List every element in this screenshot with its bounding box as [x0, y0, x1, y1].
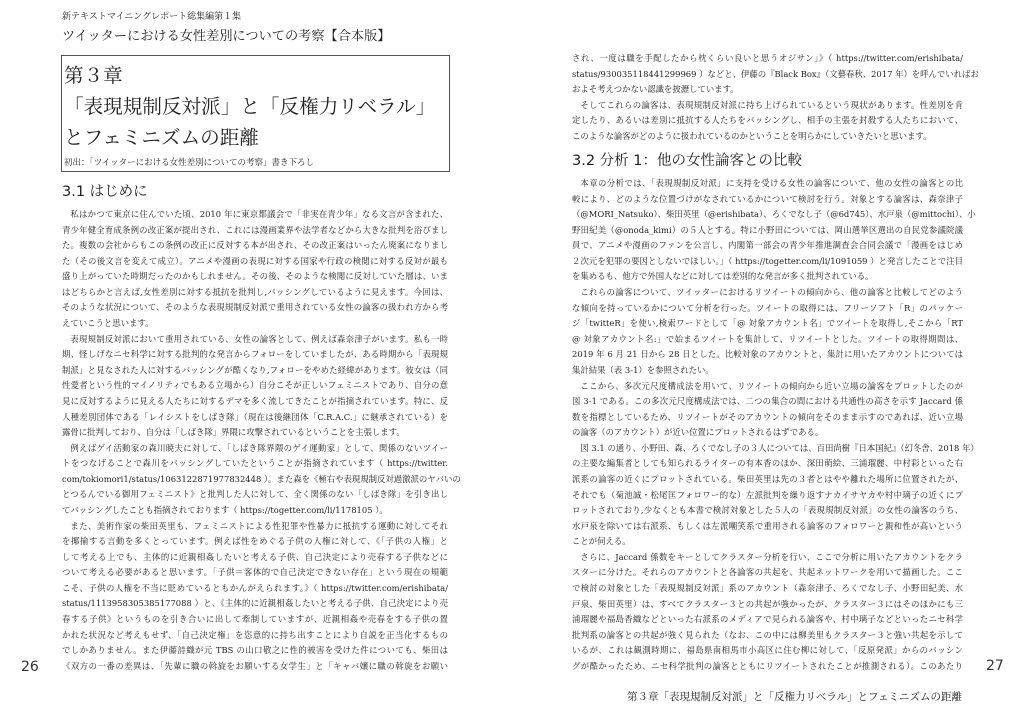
text-line: @ 対象アカウント名:」で始まるツイートを集計して、リツイートとした。ツイートの取得期間は、 [572, 333, 963, 344]
text-line: そしてこれらの論客は、表現規制反対派に持ち上げられているという現状があります。性差別を肯 [580, 99, 963, 110]
paragraph [62, 519, 448, 675]
paragraph [62, 441, 461, 519]
text-line: 野田紀美（@onoda_kimi）の５人とする。特に小野田については、岡山選挙区選出の自民党参議院議 [572, 224, 963, 235]
text-line: それでも（菊池誠・松尾匡フォロワー的な）左派批判を繰り返すナカイサヤカや村中璃子の近くにプ [572, 489, 963, 500]
text-line: され、一度は職を手配したから枕くらい良いと思うオジサン」》（ https://twitter.com/erishibata/ [572, 53, 963, 63]
chapter-title-line-2: とフェミニズムの距離 [64, 126, 259, 149]
text-line: ロットされており,少なくとも本書で検討対象とした５人の「表現規制反対派」の女性の論客のうち、 [572, 505, 963, 516]
text-line: （@MORI_Natsuko）、柴田英里（@erishibata）、ろくでなし子（@6d745）、水戸泉（@mittochi）、小 [572, 209, 976, 220]
text-line: スターに分けた。それらのアカウントと各論客の共起を、共起ネットワークを用いて描画した。ここ [572, 567, 963, 578]
paragraph [62, 207, 448, 332]
series-title: 新テキストマイニングレポート総集編第１集 [62, 12, 242, 22]
text-line: はどちらかと言えば,女性差別に対する抵抗を批判し,バッシングしているように見えます。今回は、 [62, 286, 448, 297]
text-line: を集めるも、他方で外国人などに対しては差別的な発言が多く批判されている。 [572, 271, 874, 282]
text-line: た。複数の会社からもこの条例の改正に反対する本が出され、その改正案はいったん廃案になりまし [62, 240, 448, 251]
text-line: た（その後文言を変えて成立）。アニメや漫画の表現に対する国家や行政の検閲に対する反対が最も [62, 255, 448, 266]
text-line: また、美術作家の柴田英里も、フェミニストによる性犯罪や性暴力に抵抗する運動に対してそれ [70, 520, 448, 531]
paragraph [62, 332, 448, 441]
text-line: 定したり、あるいは差別に抵抗する人たちをバッシングし、相手の主張を封殺する人たちにおいて、 [572, 115, 963, 126]
text-line: 較により、どのような位置づけがなされているかについて検討を行う。対象とする論客は、森奈津子 [572, 193, 963, 204]
text-line: とつるんでいる御用フェミニスト》と批判した人に対して、全く関係のない「しばき隊」を引き出し [62, 489, 448, 500]
text-line: 春する子供》というものを引き合いに出して牽制していますが、近親相姦や売春をする子供の置 [62, 614, 448, 625]
chapter-title-line-1: 「表現規制反対派」と「反権力リベラル」 [64, 95, 436, 118]
text-line: 盛り上がっていた時期だったのかもしれません。その後、そのような検閲に反対していた層は、いま [62, 271, 448, 282]
text-line: 見に反対するように見える人たちに対するデマを多く流してきたことが指摘されています。特に、反 [62, 395, 448, 406]
section-heading-3-2: 3.2 分析 1：他の女性論客との比較 [572, 153, 803, 169]
text-line: そのような状況について、そのような表現規制反対派で重用されている女性の論客の扱われ方から考 [62, 302, 448, 313]
text-line: status/1113958305385177088 ）と、《主体的に近親相姦したいと考える子供、自己決定により売 [62, 598, 448, 609]
paragraph [572, 285, 963, 378]
text-line: して考える上でも、主体的に近親相姦したいと考える子供、自己決定により売春する子供などに [62, 551, 448, 562]
text-line: 例えばゲイ活動家の森川暁夫に対して、「しばき隊界隈のゲイ運動家」として、関係のないツイー [70, 442, 448, 453]
text-line: でしかありません。また伊藤詩織が元 TBS の山口敬之に性的被害を受けた件についても、柴田は [62, 645, 448, 656]
text-line: 図 3.1 の通り、小野田、森、ろくでなし子の３人については、百田尚樹『日本国紀』（幻冬舎、2018 年） [580, 442, 979, 453]
text-line: status/930035118441299969 ）などと、伊藤の『Black Box』（文藝春秋、2017 年）を呼んでいればお [572, 68, 979, 79]
right-body-text [572, 176, 979, 675]
text-line: グが酷かったため、ニセ科学批判の論客とともにリツイートされたことが推測される）。このあたり [572, 660, 963, 671]
text-line: 戸泉、柴田英里）は、すべてクラスター３との共起が強かったが、クラスター３にはそのほかにも三 [572, 598, 963, 609]
book-title: ツイッターにおける女性差別についての考察【合本版】 [62, 29, 391, 44]
paragraph [572, 550, 963, 675]
page-number-left: 26 [21, 659, 39, 675]
text-line: トをつなげることで森川をバッシングしていたということが指摘されています（ https://twitter. [62, 458, 448, 469]
section-heading-3-1: 3.1 はじめに [62, 184, 148, 200]
left-body-text [62, 207, 461, 674]
text-line: 批判系の論客との共起が強く見られた（なお、この中には柳美里もクラスター３と強い共起を示して [572, 629, 963, 640]
paragraph [572, 441, 979, 550]
text-line: いるが、これは観測時期に、福島県南相馬市小高区に住む柳に対して、「反原発派」からのバッシン [572, 645, 963, 656]
paragraph [572, 176, 976, 285]
chapter-title-box [61, 55, 450, 172]
right-body-text-top [572, 51, 979, 144]
text-line: えていこうと思います。 [62, 318, 154, 329]
text-line: かれた状況など考えもせず、「自己決定権」を恣意的に持ち出すことにより自説を正当化するもの [62, 629, 448, 640]
text-line: 人種差別団体である「レイシストをしばき隊」（現在は後継団体「C.R.A.C.」に継承されている）を [62, 411, 448, 422]
text-line: このような論客がどのように扱われているのかということを明らかにしていきたいと思います。 [572, 130, 932, 141]
text-line: 集計結果（表 3-1）を参照されたい。 [572, 364, 714, 375]
text-line: ことが伺える。 [572, 536, 631, 547]
text-line: 浦瑠麗や福島香織などといった右派系のメディアで見られる論客や、村中璃子などといったニセ科学 [572, 614, 963, 625]
text-line: com/tokiomori1/status/1063122871977832448 ）。また森を《極右や表現規制反対過激派のヤバいの [62, 473, 461, 484]
text-line: これらの論客について、ツイッターにおけるリツイートの傾向から、他の論客と比較してどのよう [580, 287, 963, 298]
text-line: 《双方の一番の差異は、「先輩に職の斡旋をお願いする女学生」と「キャバ嬢に職の斡旋をお願い [62, 660, 448, 671]
text-line: 数を指標としているため、リツイートがそのアカウントの傾向をそのまま示すのであれば、近い立場 [572, 411, 963, 422]
text-line: 表現規制反対派において重用されている、女性の論客として、例えば森奈津子がいます。私も一時 [70, 333, 448, 344]
text-line: の主要な編集者としても知られるライターの有本香のほか、深田萌絵、三浦瑠麗、中村彩といった右 [572, 458, 963, 469]
text-line: の論客（のアカウント）が近い位置にプロットされるはずである。 [572, 427, 824, 438]
text-line: 図 3-1 である。この多次元尺度構成法では、二つの集合の間における共通性の高さを示す Jaccard 係 [572, 396, 963, 407]
page-number-right: 27 [986, 658, 1004, 674]
text-line: ついて考える必要があると思います。「子供＝客体的で自己決定できない存在」という現在の規範 [62, 567, 448, 578]
chapter-origin-note: 初出：「ツイッターにおける女性差別についての考察」書き下ろし [64, 158, 314, 168]
text-line: ジ「twitteR」を使い,検索ワードとして「@ 対象アカウント名」でツイートを取得し,そこから「RT [572, 318, 963, 329]
text-line: 派系の論客の近くにプロットされている。柴田英里は先の３者とはやや離れた場所に位置されたが、 [572, 473, 963, 484]
text-line: 制派」と見なされた人に対するバッシングが酷くなり,フォローをやめた経緯があります。彼女は（同 [62, 364, 448, 375]
text-line: 2019 年 6 月 21 日から 28 日とした。比較対象のアカウントと、集計に用いたアカウントについては [572, 349, 963, 360]
text-line: ここから、多次元尺度構成法を用いて、リツイートの傾向から近い立場の論客をプロットしたのが [580, 380, 963, 391]
paragraph [572, 379, 963, 441]
chapter-number: 第３章 [64, 64, 123, 87]
text-line: 私はかつて東京に住んでいた頃、2010 年に東京都議会で「非実在青少年」なる文言が含まれた、 [70, 209, 448, 219]
text-line: およそ考えつかない認識を披瀝しています。 [572, 84, 739, 95]
text-line: 期、怪しげなニセ科学に対する批判的な発言からフォローをしていましたが、ある時期から「表現規 [62, 349, 448, 360]
text-line: さらに、Jaccard 係数をキーとしてクラスター分析を行い、ここで分析に用いたアカウントをクラ [580, 551, 963, 562]
text-line: 性愛者という性的マイノリティでもある立場から）自分こそが正しいフェミニストであり、自分の意 [62, 380, 448, 391]
text-line: ２次元を犯罪の要因としないでほしい。」（ https://togetter.com/li/1091059 ）と発言したことで注目 [572, 255, 963, 266]
text-line: こそ、子供の人権を不当に貶めているともかんがえられます。》（ https://twitter.com/erishibata/ [62, 582, 448, 593]
text-line: 露骨に批判しており、自分は「しばき隊」界隈に攻撃されているということを主張します。 [62, 427, 405, 438]
paragraph [572, 51, 979, 98]
text-line: を揶揄する言動を多くとっています。例えば性をめぐる子供の人権に対して、《「子供の人権」と [62, 536, 448, 547]
text-line: 員で、アニメや漫画のファンを公言し、内閣第一部会の青少年推進調査会合同会議で「漫画をはじめ [572, 240, 963, 251]
text-line: てバッシングしたことも指摘されております（ https://togetter.com/li/1178105 ）。 [62, 504, 388, 515]
running-footer: 第３章「表現規制反対派」と「反権力リベラル」とフェミニズムの距離 [627, 691, 962, 703]
text-line: 本章の分析では、「表現規制反対派」に支持を受ける女性の論客について、他の女性の論客との比 [580, 178, 963, 188]
text-line: 水戸泉を除いては右派系、もしくは左派嘲笑系で重用される論客のフォロワーと親和性が高いという [572, 520, 963, 531]
paragraph [572, 98, 963, 145]
text-line: 青少年健全育成条例の改正案が提出され、これには漫画業界や法学者などから大きな批判を浴びまし [62, 224, 448, 235]
text-line: な傾向を持っているかについて分析を行った。ツイートの取得には、フリーソフト「R」のパッケー [572, 302, 963, 313]
text-line: で検討の対象とした「表現規制反対派」系のアカウント（森奈津子、ろくでなし子、小野田紀美、水 [572, 583, 963, 594]
